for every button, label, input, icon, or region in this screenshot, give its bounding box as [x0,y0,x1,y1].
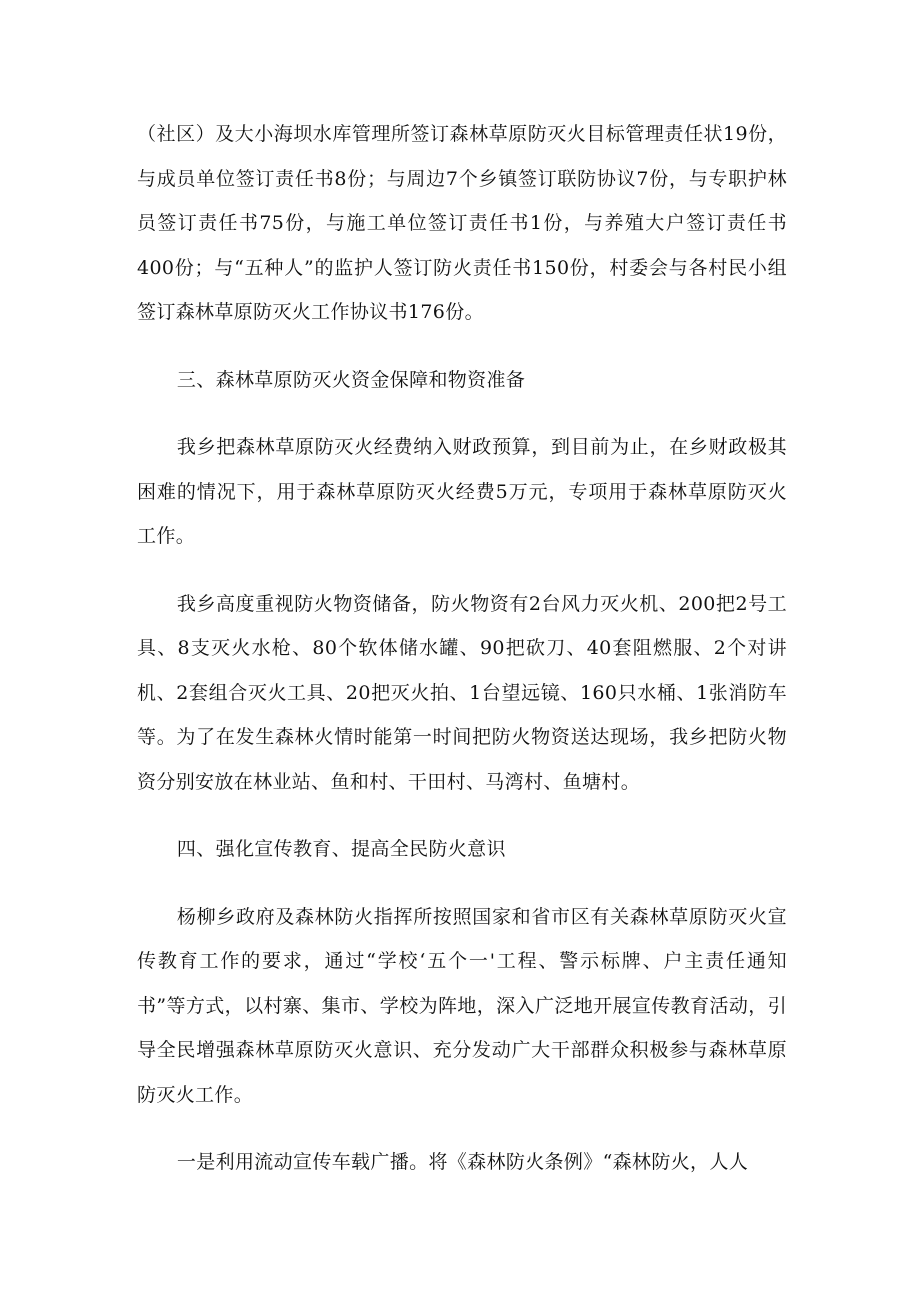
paragraph-funding: 我乡把森林草原防灭火经费纳入财政预算，到目前为止，在乡财政极其困难的情况下，用于森林草原防灭火经费5万元，专项用于森林草原防灭火工作。 [137,436,787,547]
paragraph-responsibility-agreements: （社区）及大小海坝水库管理所签订森林草原防灭火目标管理责任状19份，与成员单位签订责任书8份；与周边7个乡镇签订联防协议7份，与专职护林员签订责任书75份，与施工单位签订责任书1份，与养殖大户签订责任书400份；与“五种人”的监护人签订防火责任书150份，村委会与各村民小组签订森林草原防灭火工作协议书176份。 [137,123,787,323]
section-heading-funding-and-supplies: 三、森林草原防灭火资金保障和物资准备 [176,368,526,391]
paragraph-broadcast: 一是利用流动宣传车载广播。将《森林防火条例》“森林防火，人人 [176,1151,749,1173]
document-body [137,112,787,1208]
section-heading-publicity-education: 四、强化宣传教育、提高全民防火意识 [176,838,506,860]
paragraph-supplies: 我乡高度重视防火物资储备，防火物资有2台风力灭火机、200把2号工具、8支灭火水枪、80个软体储水罐、90把砍刀、40套阻燃服、2个对讲机、2套组合灭火工具、20把灭火拍、1台望远镜、160只水桶、1张消防车等。为了在发生森林火情时能第一时间把防火物资送达现场，我乡把防火物资分别安放在林业站、鱼和村、干田村、马湾村、鱼塘村。 [137,592,787,793]
paragraph-publicity: 杨柳乡政府及森林防火指挥所按照国家和省市区有关森林草原防灭火宣传教育工作的要求，通过“学校‘五个一'工程、警示标牌、户主责任通知书”等方式，以村寨、集市、学校为阵地，深入广泛地开展宣传教育活动，引导全民增强森林草原防灭火意识、充分发动广大干部群众积极参与森林草原防灭火工作。 [137,905,787,1106]
